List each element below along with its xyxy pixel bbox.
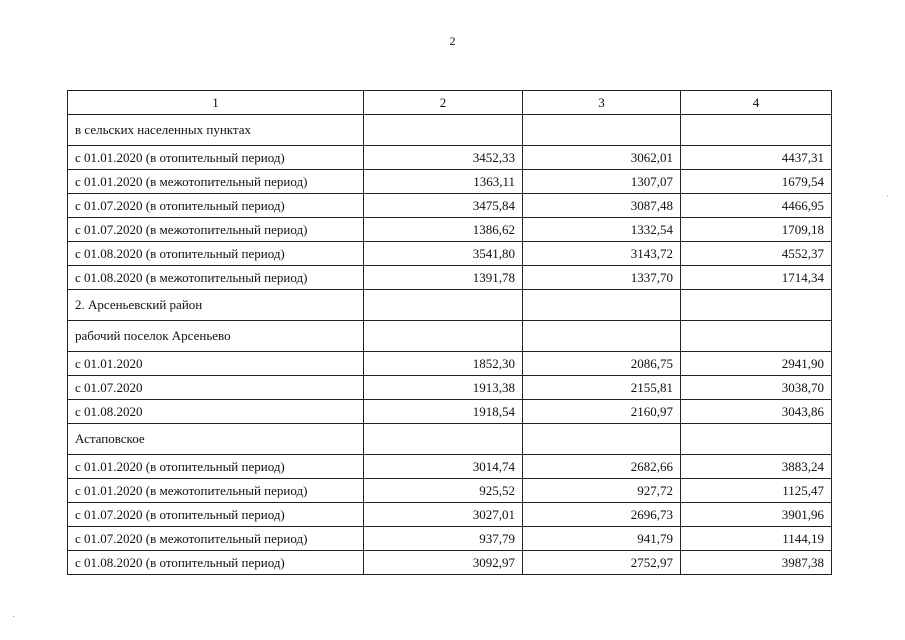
section-row xyxy=(68,424,832,455)
section-row xyxy=(68,290,832,321)
table-row xyxy=(68,352,832,376)
tariff-value: 1679,54 xyxy=(681,170,832,194)
tariff-value: 3541,80 xyxy=(364,242,523,266)
tariff-value: 2160,97 xyxy=(523,400,681,424)
empty-cell xyxy=(523,424,681,455)
tariff-value: 1337,70 xyxy=(523,266,681,290)
row-label: с 01.07.2020 xyxy=(68,376,364,400)
tariff-value: 3027,01 xyxy=(364,503,523,527)
tariff-value: 1391,78 xyxy=(364,266,523,290)
tariff-value: 4552,37 xyxy=(681,242,832,266)
empty-cell xyxy=(364,290,523,321)
empty-cell xyxy=(681,115,832,146)
tariff-value: 3475,84 xyxy=(364,194,523,218)
tariff-value: 4437,31 xyxy=(681,146,832,170)
column-header: 2 xyxy=(364,91,523,115)
tariff-value: 3143,72 xyxy=(523,242,681,266)
empty-cell xyxy=(523,321,681,352)
table-row xyxy=(68,455,832,479)
table-row xyxy=(68,527,832,551)
tariff-value: 1918,54 xyxy=(364,400,523,424)
row-label: с 01.08.2020 (в отопительный период) xyxy=(68,242,364,266)
row-label: с 01.08.2020 (в межотопительный период) xyxy=(68,266,364,290)
column-header: 1 xyxy=(68,91,364,115)
empty-cell xyxy=(681,424,832,455)
tariff-value: 1386,62 xyxy=(364,218,523,242)
table-row xyxy=(68,551,832,575)
scan-speck: · xyxy=(886,192,890,203)
row-label: с 01.07.2020 (в отопительный период) xyxy=(68,194,364,218)
tariff-value: 4466,95 xyxy=(681,194,832,218)
table-row xyxy=(68,242,832,266)
tariff-value: 3087,48 xyxy=(523,194,681,218)
row-label: с 01.01.2020 xyxy=(68,352,364,376)
column-header: 3 xyxy=(523,91,681,115)
row-label: с 01.07.2020 (в отопительный период) xyxy=(68,503,364,527)
tariff-value: 1125,47 xyxy=(681,479,832,503)
tariff-value: 2752,97 xyxy=(523,551,681,575)
tariff-value: 1332,54 xyxy=(523,218,681,242)
tariff-value: 941,79 xyxy=(523,527,681,551)
tariff-value: 2155,81 xyxy=(523,376,681,400)
table-row xyxy=(68,503,832,527)
tariff-value: 3987,38 xyxy=(681,551,832,575)
column-header: 4 xyxy=(681,91,832,115)
section-row xyxy=(68,321,832,352)
tariff-value: 2086,75 xyxy=(523,352,681,376)
row-label: с 01.01.2020 (в межотопительный период) xyxy=(68,170,364,194)
row-label: с 01.07.2020 (в межотопительный период) xyxy=(68,218,364,242)
table-row xyxy=(68,376,832,400)
table-row xyxy=(68,194,832,218)
table-row xyxy=(68,170,832,194)
tariff-value: 3043,86 xyxy=(681,400,832,424)
tariff-value: 1363,11 xyxy=(364,170,523,194)
section-label: в сельских населенных пунктах xyxy=(68,115,364,146)
section-label: Астаповское xyxy=(68,424,364,455)
tariff-table-body xyxy=(68,91,832,575)
tariff-value: 1709,18 xyxy=(681,218,832,242)
tariff-value: 3014,74 xyxy=(364,455,523,479)
table-row xyxy=(68,266,832,290)
tariff-value: 1913,38 xyxy=(364,376,523,400)
tariff-value: 3092,97 xyxy=(364,551,523,575)
table-row xyxy=(68,146,832,170)
tariff-value: 3901,96 xyxy=(681,503,832,527)
row-label: с 01.01.2020 (в межотопительный период) xyxy=(68,479,364,503)
section-label: 2. Арсеньевский район xyxy=(68,290,364,321)
row-label: с 01.08.2020 xyxy=(68,400,364,424)
row-label: с 01.08.2020 (в отопительный период) xyxy=(68,551,364,575)
tariff-value: 3038,70 xyxy=(681,376,832,400)
tariff-value: 2696,73 xyxy=(523,503,681,527)
tariff-value: 925,52 xyxy=(364,479,523,503)
empty-cell xyxy=(523,290,681,321)
tariff-value: 3883,24 xyxy=(681,455,832,479)
empty-cell xyxy=(364,115,523,146)
tariff-value: 1714,34 xyxy=(681,266,832,290)
row-label: с 01.01.2020 (в отопительный период) xyxy=(68,455,364,479)
row-label: с 01.01.2020 (в отопительный период) xyxy=(68,146,364,170)
page-number: 2 xyxy=(449,34,456,48)
table-row xyxy=(68,400,832,424)
empty-cell xyxy=(364,321,523,352)
tariff-value: 3062,01 xyxy=(523,146,681,170)
tariff-value: 3452,33 xyxy=(364,146,523,170)
table-row xyxy=(68,479,832,503)
section-label: рабочий поселок Арсеньево xyxy=(68,321,364,352)
tariff-value: 1307,07 xyxy=(523,170,681,194)
tariff-value: 2941,90 xyxy=(681,352,832,376)
table-row xyxy=(68,218,832,242)
scan-speck: · xyxy=(12,612,16,623)
row-label: с 01.07.2020 (в межотопительный период) xyxy=(68,527,364,551)
empty-cell xyxy=(364,424,523,455)
empty-cell xyxy=(681,290,832,321)
table-header-row xyxy=(68,91,832,115)
section-row xyxy=(68,115,832,146)
empty-cell xyxy=(523,115,681,146)
tariff-value: 1852,30 xyxy=(364,352,523,376)
tariff-table xyxy=(67,90,832,575)
tariff-value: 927,72 xyxy=(523,479,681,503)
tariff-value: 937,79 xyxy=(364,527,523,551)
tariff-value: 2682,66 xyxy=(523,455,681,479)
empty-cell xyxy=(681,321,832,352)
tariff-value: 1144,19 xyxy=(681,527,832,551)
